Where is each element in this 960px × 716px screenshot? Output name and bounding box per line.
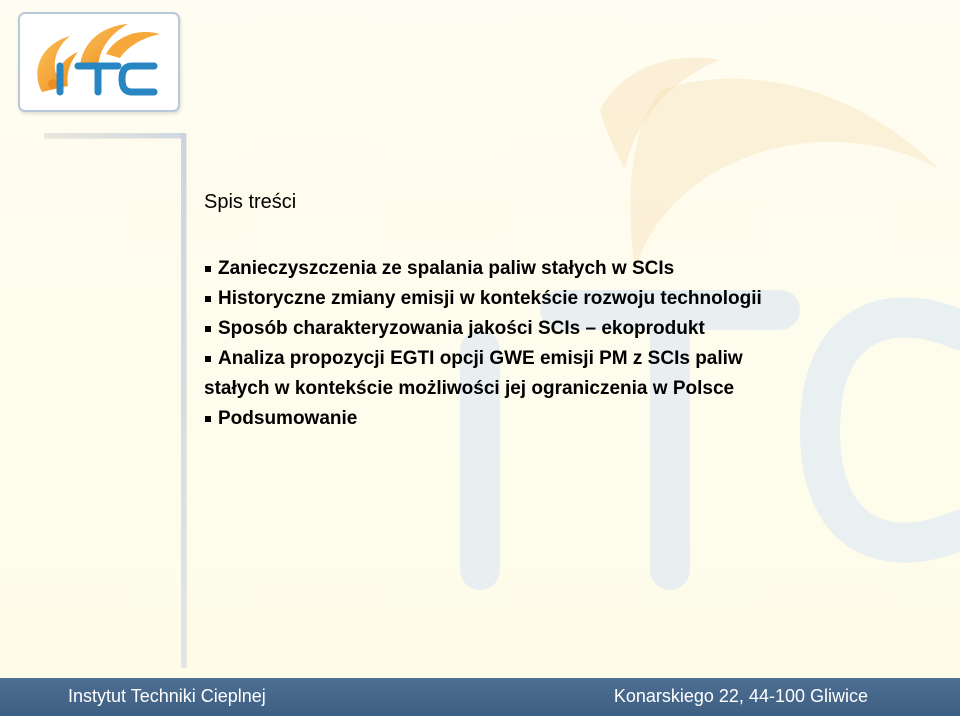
slide-title: Spis treści bbox=[204, 191, 297, 213]
square-bullet-icon bbox=[205, 326, 211, 332]
toc-item-text: Sposób charakteryzowania jakości SCIs – ekoprodukt bbox=[218, 318, 705, 339]
toc-item bbox=[204, 254, 844, 284]
itc-flame-logo-icon bbox=[20, 14, 178, 110]
table-of-contents bbox=[204, 254, 844, 434]
square-bullet-icon bbox=[205, 296, 211, 302]
toc-item bbox=[204, 284, 844, 314]
square-bullet-icon bbox=[205, 266, 211, 272]
toc-item-text: Podsumowanie bbox=[218, 408, 358, 429]
footer-address: Konarskiego 22, 44-100 Gliwice bbox=[613, 686, 868, 706]
footer-bar bbox=[0, 678, 960, 716]
toc-item-continuation: stałych w kontekście możliwości jej ograniczenia w Polsce bbox=[204, 378, 735, 399]
decorative-rail-vertical bbox=[181, 133, 186, 668]
square-bullet-icon bbox=[205, 416, 211, 422]
itc-logo bbox=[18, 12, 180, 112]
footer-institute-name: Instytut Techniki Cieplnej bbox=[68, 686, 266, 706]
decorative-rail-horizontal bbox=[44, 133, 186, 138]
toc-item bbox=[204, 404, 844, 434]
toc-item bbox=[204, 344, 844, 404]
toc-item-text: Zanieczyszczenia ze spalania paliw stałych w SCIs bbox=[218, 258, 675, 279]
toc-item bbox=[204, 314, 844, 344]
toc-item-text: Historyczne zmiany emisji w kontekście rozwoju technologii bbox=[218, 288, 762, 309]
toc-item-text: Analiza propozycji EGTI opcji GWE emisji PM z SCIs paliw bbox=[218, 348, 743, 369]
square-bullet-icon bbox=[205, 356, 211, 362]
